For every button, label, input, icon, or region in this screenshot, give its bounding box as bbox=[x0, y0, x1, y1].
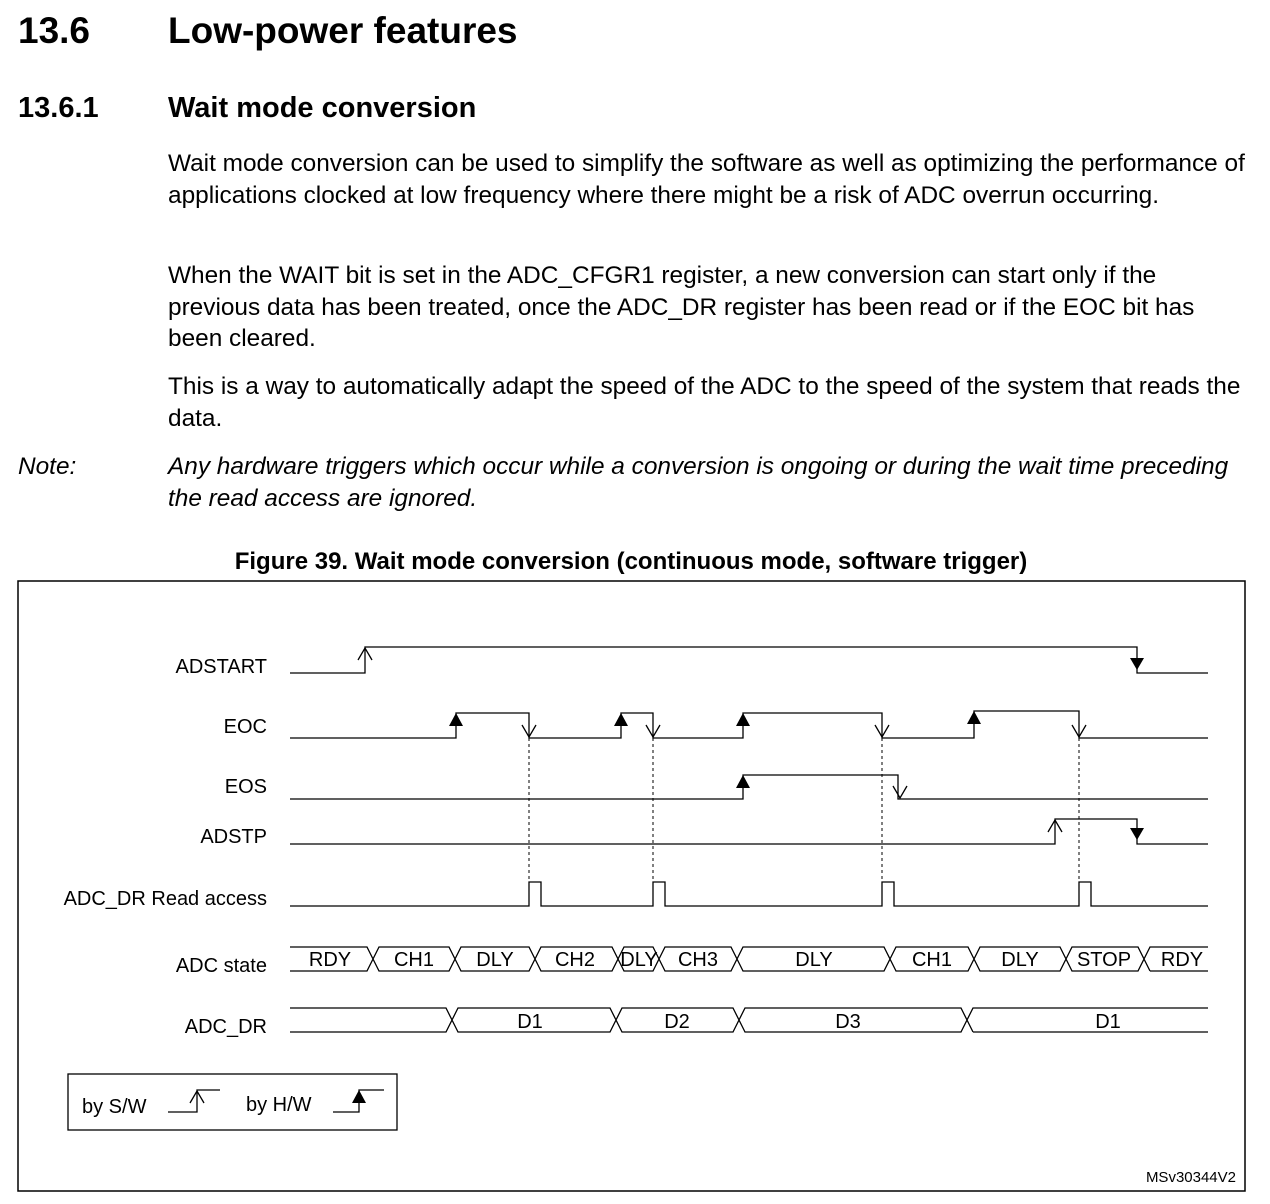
adstart-waveform bbox=[290, 647, 1208, 673]
section-title: Low-power features bbox=[168, 10, 518, 51]
adc-dr-labels bbox=[517, 1011, 1121, 1033]
adc-state-ch2: CH2 bbox=[554, 949, 596, 971]
hw-arrow-up bbox=[614, 713, 628, 726]
paragraph-2: When the WAIT bit is set in the ADC_CFGR1 register, a new conversion can start only if the previous data has been treated, once the ADC_DR register has been read or if the EOC bit has been cleared. bbox=[168, 262, 1195, 353]
signal-label-eoc: EOC bbox=[223, 716, 267, 738]
sw-arrow-down bbox=[893, 786, 907, 798]
subsection-title: Wait mode conversion bbox=[168, 92, 477, 124]
paragraph-1: Wait mode conversion can be used to simplify the software as well as optimizing the performance of applications clocked at low frequency where there might be a risk of ADC overrun occurring. bbox=[168, 150, 1245, 209]
hw-arrow-up bbox=[967, 711, 981, 724]
dashed-guides bbox=[529, 738, 1079, 882]
signal-label-adc-dr: ADC_DR bbox=[184, 1016, 267, 1038]
note-label: Note: bbox=[18, 453, 77, 480]
adc-dr-d1: D1 bbox=[517, 1011, 543, 1033]
adc-dr-bus bbox=[290, 1008, 1208, 1032]
signal-label-read-access: ADC_DR Read access bbox=[63, 888, 267, 910]
adc-state-ch3: CH3 bbox=[677, 949, 719, 971]
signal-label-adc-state: ADC state bbox=[175, 955, 267, 977]
adc-dr-d2: D2 bbox=[664, 1011, 690, 1033]
adc-state-dly: DLY bbox=[620, 949, 658, 971]
subsection-number: 13.6.1 bbox=[18, 92, 99, 124]
legend-sw-symbol bbox=[168, 1090, 220, 1112]
adstp-waveform bbox=[290, 819, 1208, 844]
figure-caption: Figure 39. Wait mode conversion (continuous mode, software trigger) bbox=[234, 548, 1028, 575]
adc-state-ch1: CH1 bbox=[911, 949, 953, 971]
adc-state-rdy: RDY bbox=[1160, 949, 1204, 971]
hw-arrow-up bbox=[736, 775, 750, 788]
signal-label-adstart: ADSTART bbox=[175, 656, 267, 678]
hw-arrow-down bbox=[1130, 658, 1144, 670]
paragraph-3: This is a way to automatically adapt the speed of the ADC to the speed of the system that reads the data. bbox=[168, 373, 1241, 432]
hw-arrow-up bbox=[449, 713, 463, 726]
hw-arrow-up bbox=[736, 713, 750, 726]
read-access-waveform bbox=[290, 882, 1208, 906]
hw-arrow-icon bbox=[352, 1090, 366, 1103]
hw-arrow-down bbox=[1130, 828, 1144, 840]
note-text: Any hardware triggers which occur while a conversion is ongoing or during the wait time preceding the read access are ignored. bbox=[168, 453, 1229, 512]
adc-state-stop: STOP bbox=[1076, 949, 1132, 971]
signal-label-eos: EOS bbox=[224, 776, 267, 798]
adc-dr-d3: D3 bbox=[835, 1011, 861, 1033]
adc-state-ch1: CH1 bbox=[393, 949, 435, 971]
adc-state-dly: DLY bbox=[795, 949, 833, 971]
signal-label-adstp: ADSTP bbox=[200, 826, 267, 848]
legend-hw-label: by H/W bbox=[246, 1094, 312, 1116]
adc-state-dly: DLY bbox=[476, 949, 514, 971]
legend-sw-label: by S/W bbox=[82, 1096, 147, 1118]
section-number: 13.6 bbox=[18, 10, 91, 51]
adc-state-dly: DLY bbox=[1001, 949, 1039, 971]
adc-state-rdy: RDY bbox=[308, 949, 352, 971]
figure-reference: MSv30344V2 bbox=[1145, 1169, 1236, 1186]
adc-dr-d1: D1 bbox=[1095, 1011, 1121, 1033]
